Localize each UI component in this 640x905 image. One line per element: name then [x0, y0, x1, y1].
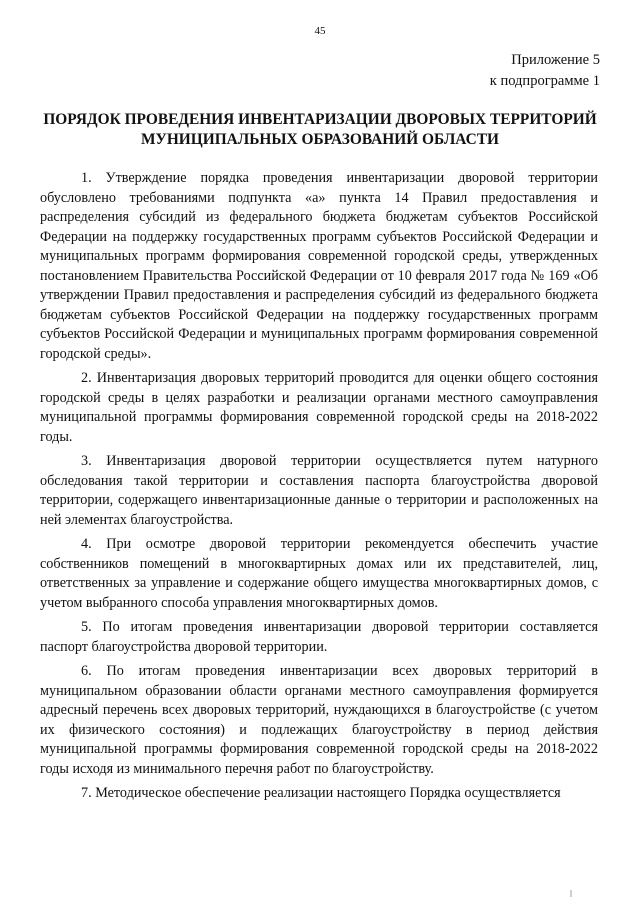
document-title-line-2: МУНИЦИПАЛЬНЫХ ОБРАЗОВАНИЙ ОБЛАСТИ	[141, 131, 499, 148]
appendix-line-1: Приложение 5	[511, 52, 600, 68]
appendix-reference	[340, 50, 600, 92]
document-title-line-1: ПОРЯДОК ПРОВЕДЕНИЯ ИНВЕНТАРИЗАЦИИ ДВОРОВЫХ ТЕРРИТОРИЙ	[43, 111, 597, 128]
paragraph-4: 4. При осмотре дворовой территории рекомендуется обеспечить участие собственников помещений в многоквартирных домах или их представителей, лиц, ответственных за управление и содержание общего имущества многоквартирных домов, с учетом выбранного способа управления многоквартирных домов.	[40, 536, 598, 611]
paragraph-2: 2. Инвентаризация дворовых территорий проводится для оценки общего состояния городской среды в целях разработки и реализации органами местного самоуправления муниципальной программы формирования современной городской среды на 2018-2022 годы.	[40, 370, 598, 445]
page-number: 45	[314, 25, 326, 37]
paragraph-5: 5. По итогам проведения инвентаризации дворовой территории составляется паспорт благоустройства дворовой территории.	[40, 619, 598, 655]
paragraph-6: 6. По итогам проведения инвентаризации всех дворовых территорий в муниципальном образовании области органами местного самоуправления формируется адресный перечень всех дворовых территорий, нуждающихся в благоустройстве (с учетом их физического состояния) и подлежащих благоустройству в период действия муниципальной программы формирования современной городской среды на 2018-2022 годы исходя из минимального перечня работ по благоустройству.	[40, 663, 598, 777]
paragraph-3: 3. Инвентаризация дворовой территории осуществляется путем натурного обследования такой территории и составления паспорта благоустройства дворовой территории, содержащего инвентаризационные данные о территории и расположенных на ней элементах благоустройства.	[40, 453, 598, 528]
paragraph-7: 7. Методическое обеспечение реализации настоящего Порядка осуществляется	[81, 785, 561, 801]
document-body	[40, 169, 598, 809]
paragraph-1: 1. Утверждение порядка проведения инвентаризации дворовой территории обусловлено требованиями подпункта «а» пункта 14 Правил предоставления и распределения субсидий из федерального бюджета бюджетам субъектов Российской Федерации на поддержку государственных программ субъектов Российской Федерации и муниципальных программ формирования современной городской среды, утвержденных постановлением Правительства Российской Федерации от 10 февраля 2017 года № 169 «Об утверждении Правил предоставления и распределения субсидий из федерального бюджета бюджетам субъектов Российской Федерации на поддержку государственных программ субъектов Российской Федерации и муниципальных программ формирования современной городской среды».	[40, 170, 598, 362]
appendix-line-2: к подпрограмме 1	[489, 73, 600, 89]
document-title	[38, 110, 602, 150]
scan-artifact-mark	[570, 890, 572, 897]
